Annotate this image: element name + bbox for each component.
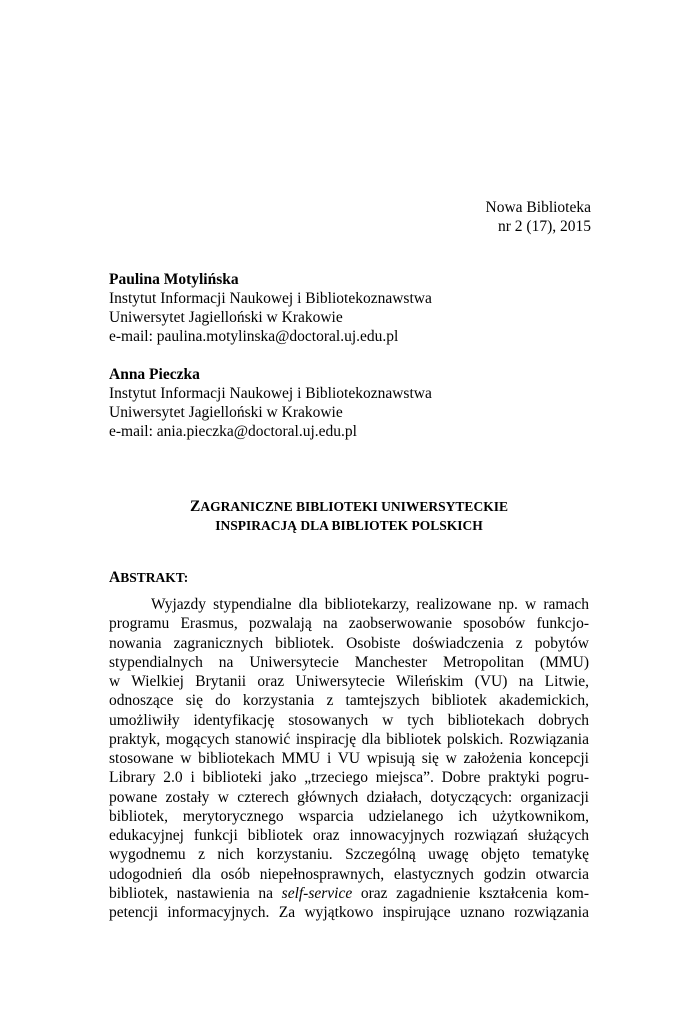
author-name: Anna Pieczka	[109, 366, 200, 383]
abstract-line: praktyk, mogących stanowić inspirację dla bibliotek polskich. Rozwiązania	[109, 730, 589, 748]
author-name: Paulina Motylińska	[109, 271, 239, 288]
abstract-line: Wyjazdy stypendialne dla bibliotekarzy, realizowane np. w ramach	[151, 596, 589, 613]
author-block	[109, 270, 589, 346]
title-rest: AGRANICZNE BIBLIOTEKI UNIWERSYTECKIE	[200, 499, 508, 514]
abstract-heading-initial: A	[109, 569, 121, 586]
abstract-line: udogodnień dla osób niepełnosprawnych, elastycznych godzin otwarcia	[109, 865, 589, 883]
author-university: Uniwersytet Jagielloński w Krakowie	[109, 404, 343, 421]
abstract-line: Library 2.0 i biblioteki jako „trzeciego miejsca”. Dobre praktyki pogru-	[109, 769, 589, 787]
journal-name: Nowa Biblioteka	[485, 199, 591, 216]
abstract-line: programu Erasmus, pozwalają na zaobserwowanie sposobów funkcjo-	[109, 615, 589, 633]
article-title	[109, 497, 589, 535]
author-list	[109, 270, 589, 441]
abstract-line: stypendialnych na Uniwersytecie Manchester Metropolitan (MMU)	[109, 653, 589, 671]
author-institute: Instytut Informacji Naukowej i Bibliotekoznawstwa	[109, 290, 432, 307]
abstract-text	[109, 595, 589, 922]
abstract-line: wygodnemu z nich korzystaniu. Szczególną uwagę objęto tematykę	[109, 846, 589, 864]
abstract-heading	[109, 568, 188, 587]
abstract-line: nowania zagranicznych bibliotek. Osobiste doświadczenia z pobytów	[109, 634, 589, 652]
author-block	[109, 365, 589, 441]
abstract-line: odnoszące się do korzystania z tamtejszych bibliotek akademickich,	[109, 692, 589, 710]
journal-info	[486, 198, 591, 236]
article-title-line-1	[109, 497, 589, 516]
abstract-line-part: oraz zagadnienie kształcenia kom-	[352, 884, 589, 902]
abstract-line: petencji informacyjnych. Za wyjątkowo inspirujące uznano rozwiązania	[109, 904, 589, 921]
article-title-line-2: INSPIRACJĄ DLA BIBLIOTEK POLSKICH	[215, 518, 483, 533]
abstract-line: powane zostały w czterech głównych działach, dotyczących: organizacji	[109, 788, 589, 806]
title-initial: Z	[190, 498, 201, 515]
author-university: Uniwersytet Jagielloński w Krakowie	[109, 309, 343, 326]
abstract-line-mixed	[109, 884, 589, 903]
abstract-line-italic: self-service	[281, 884, 353, 902]
abstract-line: stosowane w bibliotekach MMU i VU wpisują się w założenia koncepcji	[109, 750, 589, 767]
abstract-heading-rest: BSTRAKT:	[120, 570, 189, 585]
author-email: e-mail: paulina.motylinska@doctoral.uj.edu.pl	[109, 328, 399, 345]
author-email: e-mail: ania.pieczka@doctoral.uj.edu.pl	[109, 423, 357, 440]
abstract-line: w Wielkiej Brytanii oraz Uniwersytecie Wileńskim (VU) na Litwie,	[109, 673, 589, 690]
author-institute: Instytut Informacji Naukowej i Bibliotekoznawstwa	[109, 385, 432, 402]
abstract-line: umożliwiły identyfikację stosowanych w tych bibliotekach dobrych	[109, 711, 589, 729]
abstract-line-part: bibliotek, nastawienia na	[109, 884, 282, 902]
abstract-line: bibliotek, merytorycznego wsparcia udzielanego ich użytkownikom,	[109, 807, 589, 825]
abstract-line: edukacyjnej funkcji bibliotek oraz innowacyjnych rozwiązań służących	[109, 827, 589, 844]
journal-issue: nr 2 (17), 2015	[498, 218, 591, 235]
